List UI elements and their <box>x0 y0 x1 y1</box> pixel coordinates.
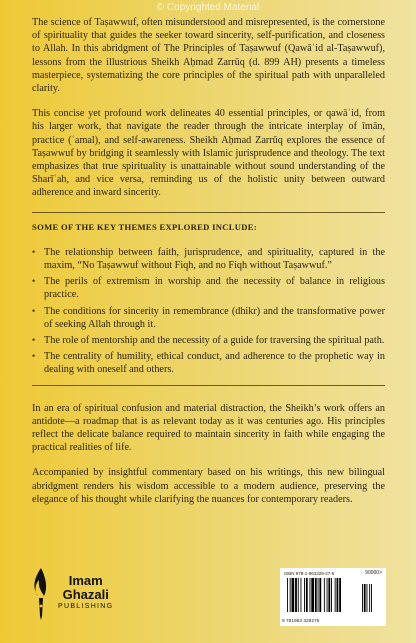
theme-item: • The role of mentorship and the necessity of a guide for traversing the spiritual path. <box>32 334 385 347</box>
copyright-watermark: © Copyrighted Material <box>156 2 260 13</box>
publisher-name-line1: Imam <box>68 573 103 588</box>
theme-item: • The relationship between faith, jurisprudence, and spirituality, captured in the maxim, “No Taṣawwuf without Fiqh, and no Fiqh without Taṣawwuf.” <box>32 246 385 272</box>
theme-item: • The perils of extremism in worship and the necessity of balance in religious practice. <box>32 275 385 301</box>
outro-paragraph-1: In an era of spiritual confusion and material distraction, the Sheikh’s work offers an antidote—a roadmap that is as relevant today as it was centuries ago. His principles reflect the delicate balance required to maintain sincerity in faith while engaging the practical realities of life. <box>32 402 385 454</box>
intro-paragraph-2: This concise yet profound work delineates 40 essential principles, or qawāʿid, from his larger work, that navigate the reader through the intricate interplay of īmān, practice (ʿamal), and self-awareness. Sheikh Aḥmad Zarrūq explores the essence of Taṣawwuf by bridging it seamlessly with Islamic jurisprudence and theology. The text emphasizes that true spirituality is unattainable without sound understanding of the Sharīʿah, and vice versa, reminding us of the holistic unity between outward adherence and inward sincerity. <box>32 108 385 199</box>
isbn-barcode <box>280 568 386 626</box>
theme-item: • The conditions for sincerity in remembrance (dhikr) and the transformative power of seeking Allah through it. <box>32 305 385 331</box>
divider-top <box>32 212 385 213</box>
flame-pen-icon <box>30 566 52 622</box>
ean-number: 9 781963 329275 <box>282 619 320 624</box>
divider-bottom <box>32 385 385 386</box>
price-code: 90000> <box>365 570 382 576</box>
publisher-name-line3: PUBLISHING <box>58 603 114 610</box>
outro-paragraph-2: Accompanied by insightful commentary based on his writings, this new bilingual abridgment renders his wisdom accessible to a modern audience, preserving the elegance of his thought while clarifying the nuances for contemporary readers. <box>32 467 385 505</box>
intro-paragraph-1: The science of Taṣawwuf, often misunderstood and misrepresented, is the cornerstone of spirituality that guides the seeker toward sincerity, self-purification, and closeness to Allah. In this abridgment of The Principles of Taṣawwuf (Qawāʿid al-Taṣawwuf), lessons from the illustrious Sheikh Aḥmad Zarrūq (d. 899 AH) presents a timeless masterpiece, systematizing the core principles of the spiritual path with unparalleled clarity. <box>32 17 385 95</box>
themes-list <box>32 246 385 377</box>
publisher-name-line2: Ghazali <box>62 587 109 602</box>
theme-item: • The centrality of humility, ethical conduct, and adherence to the prophetic way in dealing with oneself and others. <box>32 350 385 376</box>
publisher-name <box>58 574 113 612</box>
back-cover-text <box>32 16 385 518</box>
themes-heading: SOME OF THE KEY THEMES EXPLORED INCLUDE: <box>32 221 257 232</box>
publisher-logo <box>22 566 182 636</box>
barcode-bars <box>286 578 380 616</box>
isbn-text: ISBN 978-1-963329-27-5 <box>284 571 335 576</box>
